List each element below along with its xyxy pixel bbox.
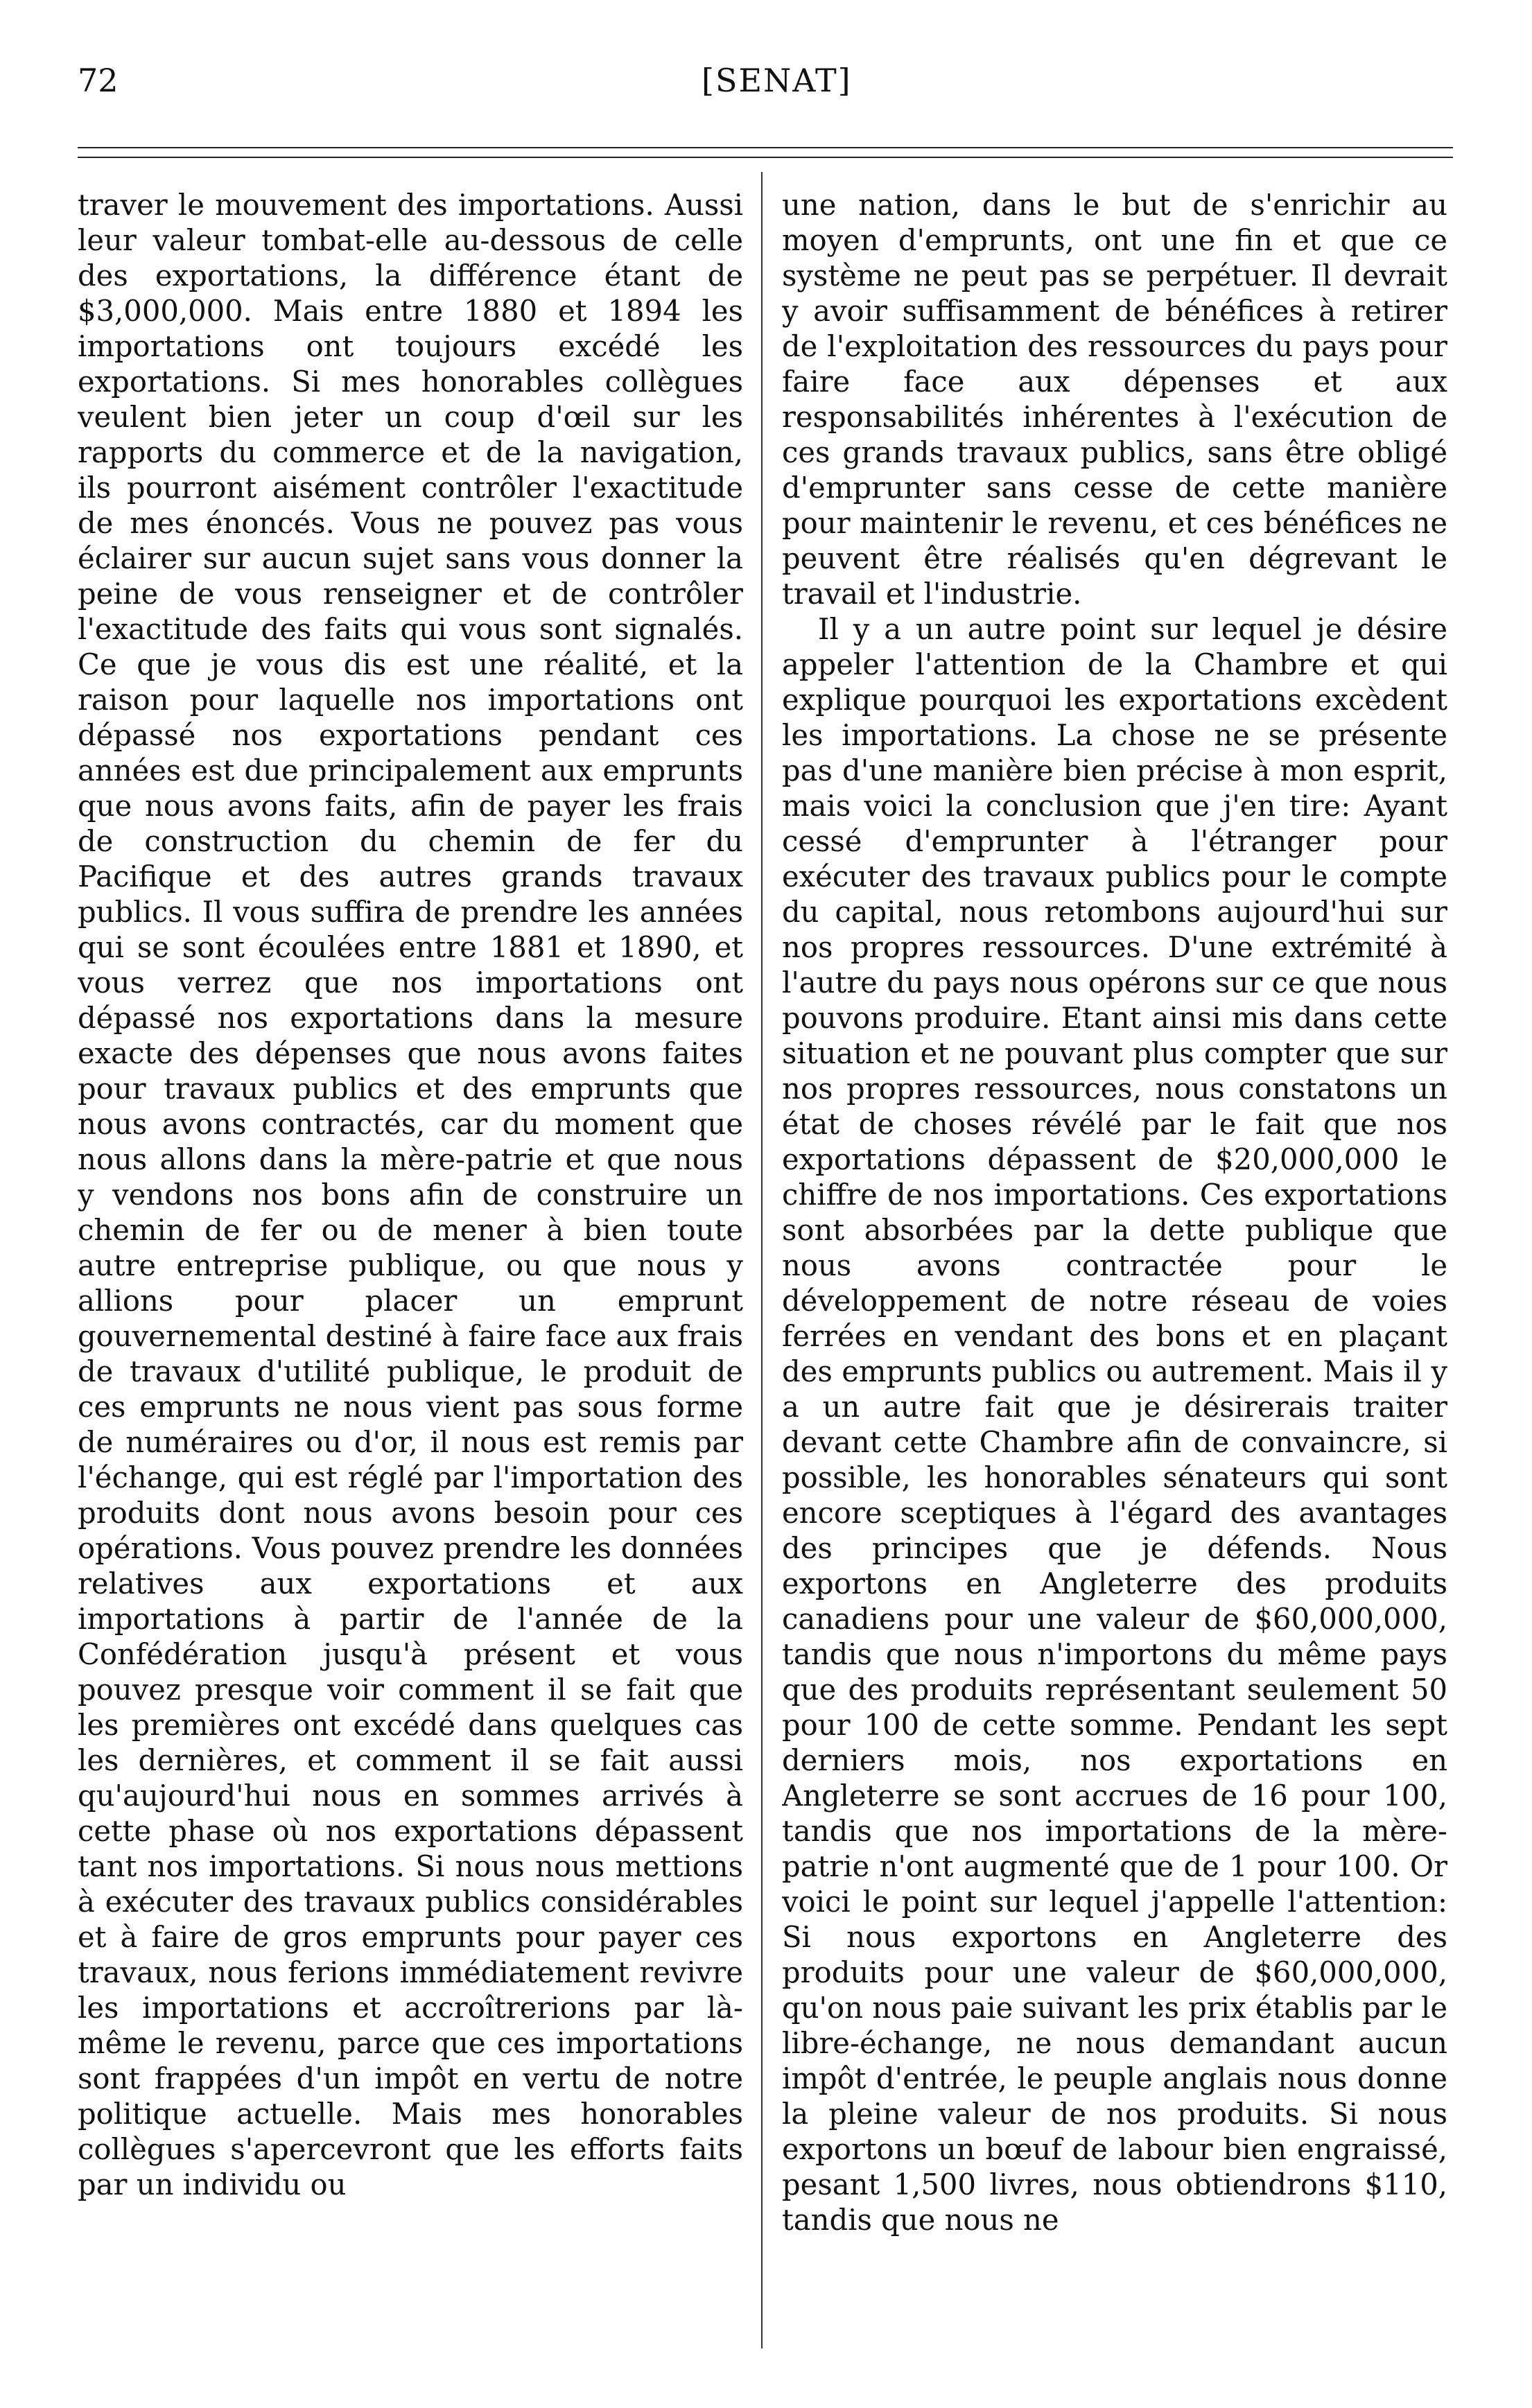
text-columns (78, 172, 1453, 2362)
right-paragraph-1: une nation, dans le but de s'enrichir au moyen d'emprunts, ont une fin et que ce système ne peut pas se perpétuer. Il devrait y avoir suffisamment de bénéfices à retirer de l'exploitation des ressources du pays pour faire face aux dépenses et aux responsabilités inhérentes à l'exécution de ces grands travaux publics, sans être obligé d'emprunter sans cesse de cette manière pour maintenir le revenu, et ces bénéfices ne peuvent être réalisés qu'en dégrevant le travail et l'industrie. (782, 188, 1447, 611)
left-paragraph-1: traver le mouvement des importations. Aussi leur valeur tombat-elle au-dessous de celle des exportations, la différence étant de $3,000,000. Mais entre 1880 et 1894 les importations ont toujours excédé les exportations. Si mes honorables collègues veulent bien jeter un coup d'œil sur les rapports du commerce et de la navigation, ils pourront aisément contrôler l'exactitude de mes énoncés. Vous ne pouvez pas vous éclairer sur aucun sujet sans vous donner la peine de vous renseigner et de contrôler l'exactitude des faits qui vous sont signalés. Ce que je vous dis est une réalité, et la raison pour laquelle nos importations ont dépassé nos exportations pendant ces années est due principalement aux emprunts que nous avons faits, afin de payer les frais de construction du chemin de fer du Pacifique et des autres grands travaux publics. Il vous suffira de prendre les années qui se sont écoulées entre 1881 et 1890, et vous verrez que nos importations ont dépassé nos exportations dans la mesure exacte des dépenses que nous avons faites pour travaux publics et des emprunts que nous avons contractés, car du moment que nous allons dans la mère-patrie et que nous y vendons nos bons afin de construire un chemin de fer ou de mener à bien toute autre entreprise publique, ou que nous y allions pour placer un emprunt gouvernemental destiné à faire face aux frais de travaux d'utilité publique, le produit de ces emprunts ne nous vient pas sous forme de numéraires ou d'or, il nous est remis par l'échange, qui est réglé par l'importation des produits dont nous avons besoin pour ces opérations. Vous pouvez prendre les données relatives aux exportations et aux importations à partir de l'année de la Confédération jusqu'à présent et vous pouvez presque voir comment il se fait que les premières ont excédé dans quelques cas les dernières, et comment il se fait aussi qu'aujourd'hui nous en sommes arrivés à cette phase où nos exportations dépassent tant nos importations. Si nous nous mettions à exécuter des travaux publics considérables et à faire de gros emprunts pour payer ces travaux, nous ferions immédiatement revivre les importations et accroîtrerions par là-même le revenu, parce que ces importations sont frappées d'un impôt en vertu de notre politique actuelle. Mais mes honorables collègues s'apercevront que les efforts faits par un individu ou (78, 188, 743, 2201)
left-column (78, 187, 743, 2336)
header-rule (78, 147, 1453, 148)
page-header (78, 60, 1464, 115)
right-column (782, 187, 1447, 2336)
column-divider (761, 172, 763, 2348)
header-rule-secondary (78, 157, 1453, 158)
running-head: [SENAT] (702, 62, 852, 99)
page-number: 72 (78, 62, 119, 99)
right-paragraph-2: Il y a un autre point sur lequel je désire appeler l'attention de la Chambre et qui explique pourquoi les exportations excèdent les importations. La chose ne se présente pas d'une manière bien précise à mon esprit, mais voici la conclusion que j'en tire: Ayant cessé d'emprunter à l'étranger pour exécuter des travaux publics pour le compte du capital, nous retombons aujourd'hui sur nos propres ressources. D'une extrémité à l'autre du pays nous opérons sur ce que nous pouvons produire. Etant ainsi mis dans cette situation et ne pouvant plus compter que sur nos propres ressources, nous constatons un état de choses révélé par le fait que nos exportations dépassent de $20,000,000 le chiffre de nos importations. Ces exportations sont absorbées par la dette publique que nous avons contractée pour le développement de notre réseau de voies ferrées en vendant des bons et en plaçant des emprunts publics ou autrement. Mais il y a un autre fait que je désirerais traiter devant cette Chambre afin de convaincre, si possible, les honorables sénateurs qui sont encore sceptiques à l'égard des avantages des principes que je défends. Nous exportons en Angleterre des produits canadiens pour une valeur de $60,000,000, tandis que nous n'importons du même pays que des produits représentant seulement 50 pour 100 de cette somme. Pendant les sept derniers mois, nos exportations en Angleterre se sont accrues de 16 pour 100, tandis que nos importations de la mère-patrie n'ont augmenté que de 1 pour 100. Or voici le point sur lequel j'appelle l'attention: Si nous exportons en Angleterre des produits pour une valeur de $60,000,000, qu'on nous paie suivant les prix établis par le libre-échange, ne nous demandant aucun impôt d'entrée, le peuple anglais nous donne la pleine valeur de nos produits. Si nous exportons un bœuf de labour bien engraissé, pesant 1,500 livres, nous obtiendrons $110, tandis que nous ne (782, 612, 1447, 2237)
